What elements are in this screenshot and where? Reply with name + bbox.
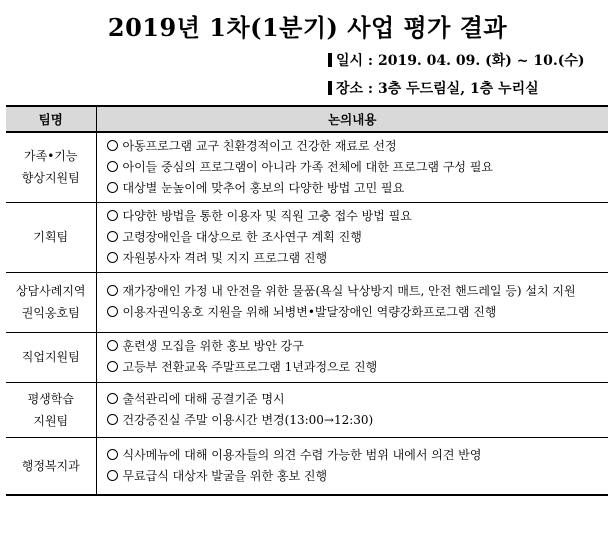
discussion-item <box>107 302 609 323</box>
discussion-item-text: 출석관리에 대해 공결기준 명시 <box>122 391 285 406</box>
table-row <box>6 382 608 437</box>
table-row <box>6 332 608 382</box>
discussion-cell <box>96 132 608 202</box>
table-header-row <box>6 106 608 132</box>
table-row <box>6 132 608 202</box>
team-name-line: 상담사례지역 <box>15 284 86 298</box>
discussion-item <box>107 136 609 157</box>
discussion-item <box>107 466 609 487</box>
circle-bullet-icon <box>107 414 118 425</box>
meeting-place-text: 장소 : 3층 두드림실, 1층 누리실 <box>336 81 539 97</box>
team-name-cell <box>6 272 96 332</box>
discussion-item-text: 건강증진실 주말 이용시간 변경(13:00→12:30) <box>122 412 374 427</box>
circle-bullet-icon <box>107 306 118 317</box>
discussion-item-text: 다양한 방법을 통한 이용자 및 직원 고충 접수 방법 필요 <box>122 208 412 223</box>
discussion-item <box>107 206 609 227</box>
discussion-item <box>107 157 609 178</box>
meeting-date <box>328 50 613 70</box>
team-name-line: 권익옹호팀 <box>21 306 80 320</box>
discussion-cell <box>96 437 608 495</box>
circle-bullet-icon <box>107 140 118 151</box>
discussion-item <box>107 357 609 378</box>
discussion-item-text: 이용자권익옹호 지원을 위해 뇌병변•발달장애인 역량강화프로그램 진행 <box>122 305 497 319</box>
discussion-item-text: 고등부 전환교육 주말프로그램 1년과정으로 진행 <box>122 360 378 374</box>
discussion-cell <box>96 382 608 437</box>
bullet-bar <box>328 53 332 67</box>
team-name-cell <box>6 437 96 495</box>
discussion-item-text: 재가장애인 가정 내 안전을 위한 물품(욕실 낙상방지 매트, 안전 핸드레일 등) 설치 지원 <box>122 284 576 298</box>
circle-bullet-icon <box>107 161 118 172</box>
circle-bullet-icon <box>107 470 118 481</box>
circle-bullet-icon <box>107 340 118 351</box>
team-name-line: 행정복지과 <box>21 458 80 473</box>
team-name-cell <box>6 202 96 272</box>
table-row <box>6 202 608 272</box>
discussion-cell <box>96 202 608 272</box>
meeting-place <box>328 78 613 98</box>
circle-bullet-icon <box>107 285 118 296</box>
discussion-item <box>107 445 609 466</box>
discussion-item <box>107 410 609 431</box>
meeting-date-text: 일시 : 2019. 04. 09. (화) ~ 10.(수) <box>336 53 585 69</box>
discussion-item-text: 대상별 눈높이에 맞추어 홍보의 다양한 방법 고민 필요 <box>122 180 405 195</box>
evaluation-table <box>6 105 608 496</box>
discussion-item-text: 훈련생 모집을 위한 홍보 방안 강구 <box>122 339 304 353</box>
circle-bullet-icon <box>107 231 118 242</box>
discussion-item <box>107 227 609 248</box>
discussion-item-text: 식사메뉴에 대해 이용자들의 의견 수렴 가능한 범위 내에서 의견 반영 <box>122 447 482 462</box>
circle-bullet-icon <box>107 252 118 263</box>
team-name-cell <box>6 132 96 202</box>
circle-bullet-icon <box>107 361 118 372</box>
discussion-cell <box>96 272 608 332</box>
circle-bullet-icon <box>107 210 118 221</box>
table-row <box>6 272 608 332</box>
header-team: 팀명 <box>6 106 96 132</box>
team-name-line: 평생학습 <box>27 391 74 406</box>
discussion-item <box>107 281 609 302</box>
discussion-item-text: 아이들 중심의 프로그램이 아니라 가족 전체에 대한 프로그램 구성 필요 <box>122 159 494 174</box>
discussion-cell <box>96 332 608 382</box>
circle-bullet-icon <box>107 449 118 460</box>
discussion-item-text: 자원봉사자 격려 및 지지 프로그램 진행 <box>122 250 328 265</box>
table-row <box>6 437 608 495</box>
discussion-item <box>107 248 609 269</box>
discussion-item <box>107 336 609 357</box>
circle-bullet-icon <box>107 393 118 404</box>
bullet-bar <box>328 81 332 95</box>
discussion-item-text: 고령장애인을 대상으로 한 조사연구 계획 진행 <box>122 229 362 244</box>
team-name-line: 가족•기능 <box>24 149 78 164</box>
discussion-item <box>107 389 609 410</box>
document-title: 2019년 1차(1분기) 사업 평가 결과 <box>107 13 508 42</box>
discussion-item-text: 아동프로그램 교구 친환경적이고 건강한 재료로 선정 <box>122 138 397 153</box>
team-name-line: 지원팀 <box>33 413 69 428</box>
team-name-line: 향상지원팀 <box>21 171 80 186</box>
discussion-item-text: 무료급식 대상자 발굴을 위한 홍보 진행 <box>122 468 328 483</box>
circle-bullet-icon <box>107 182 118 193</box>
team-name-cell <box>6 382 96 437</box>
team-name-line: 직업지원팀 <box>21 350 80 364</box>
table-body <box>6 132 608 495</box>
discussion-item <box>107 178 609 199</box>
team-name-line: 기획팀 <box>33 230 69 244</box>
team-name-cell <box>6 332 96 382</box>
header-content: 논의내용 <box>96 106 608 132</box>
